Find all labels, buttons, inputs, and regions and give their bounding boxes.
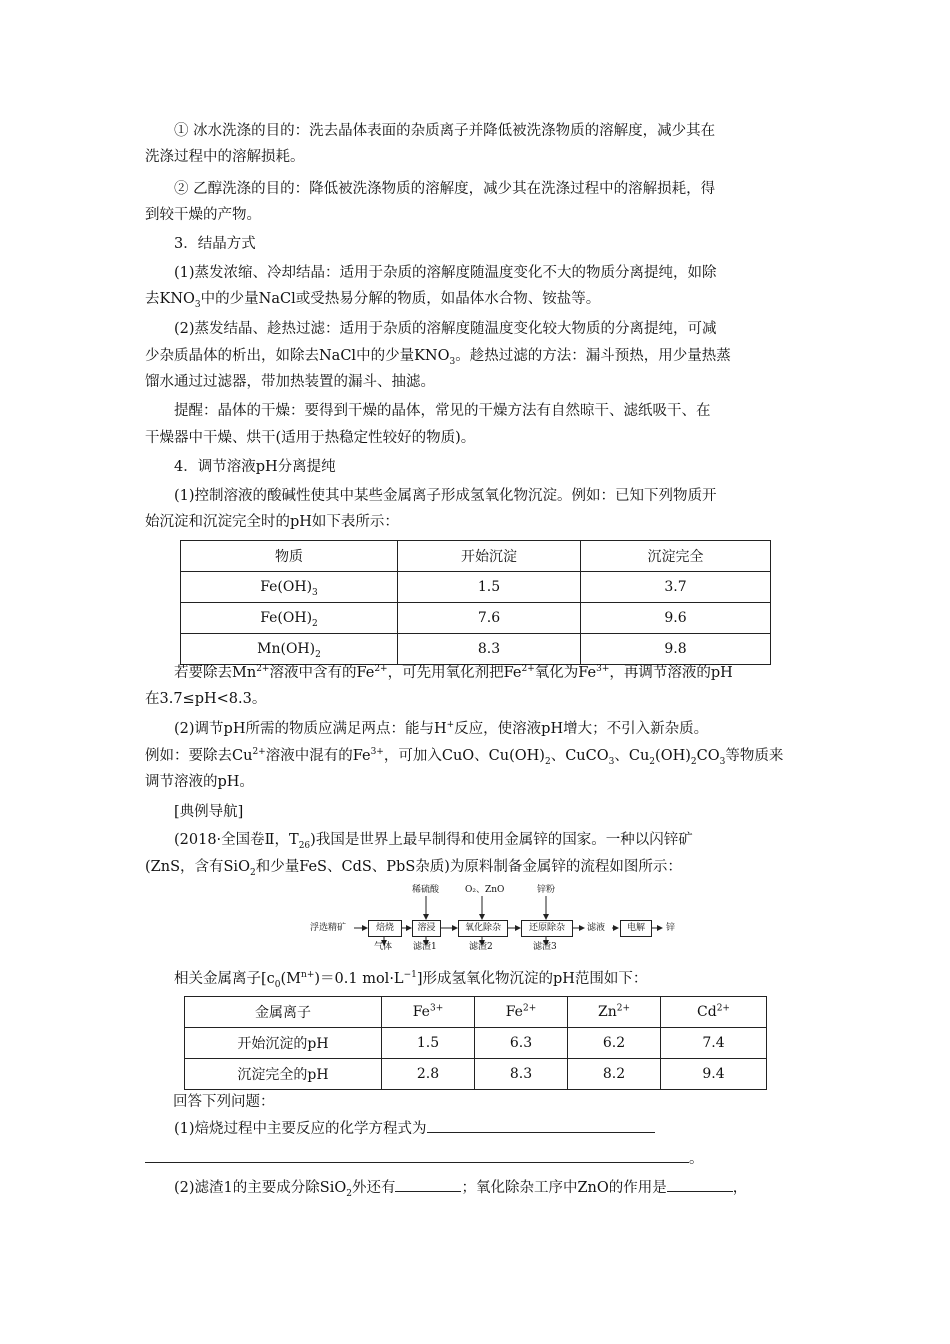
table-cell: 1.5 <box>398 572 581 603</box>
text: (2)调节pH所需的物质应满足两点：能与H <box>174 721 447 737</box>
text: )我国是世界上最早制得和使用金属锌的国家。一种以闪锌矿 <box>310 832 693 848</box>
paragraph-ethanol-wash <box>145 176 810 202</box>
text: 、Cu <box>614 748 650 764</box>
heading-ph-adjustment <box>145 454 810 480</box>
hydroxide-ph-table <box>180 540 771 665</box>
text: 外还有 <box>351 1180 396 1196</box>
paragraph-problem-intro <box>145 827 810 853</box>
paragraph-ph-substance <box>145 716 810 742</box>
paragraph-cooling-crystallization-cont <box>145 286 810 312</box>
zinc-process-flow-diagram <box>310 883 680 953</box>
paragraph-acidity-control <box>145 483 810 509</box>
heading-example-guide <box>145 799 810 825</box>
text: 。趁热过滤的方法：漏斗预热，用少量热蒸 <box>455 348 731 364</box>
text: 等物质来 <box>725 748 784 764</box>
superscript: 2+ <box>616 1003 631 1014</box>
text: ② 乙醇洗涤的目的：降低被洗涤物质的溶解度，减少其在洗涤过程中的溶解损耗，得 <box>174 181 716 197</box>
table-header-cell <box>475 997 568 1028</box>
flow-product-label: 锌 <box>666 923 676 933</box>
paragraph-evaporation-crystallization <box>145 316 810 342</box>
subscript: 2 <box>690 756 697 767</box>
metal-ion-ph-table <box>184 996 767 1090</box>
flow-input-sulfuric-acid: 稀硫酸 <box>412 885 440 895</box>
text: Zn <box>597 1004 617 1020</box>
flow-output-residue-2: 滤渣2 <box>469 942 493 952</box>
paragraph-ph-substance-cont2 <box>145 769 810 795</box>
heading-crystallization <box>145 231 810 257</box>
table-cell: 1.5 <box>382 1028 475 1059</box>
text: 洗涤过程中的溶解损耗。 <box>145 149 305 165</box>
subscript: 2 <box>312 618 318 629</box>
text: 中的少量NaCl或受热易分解的物质，如晶体水合物、铵盐等。 <box>200 291 601 307</box>
table-cell: 9.6 <box>581 603 771 634</box>
paragraph-answer-questions <box>173 1089 813 1115</box>
superscript: 3+ <box>429 1003 444 1014</box>
text: (OH) <box>655 748 691 764</box>
subscript: 2 <box>649 756 656 767</box>
table-row <box>185 1059 767 1090</box>
table-cell: 6.2 <box>568 1028 661 1059</box>
table-header-cell <box>382 997 475 1028</box>
table-header-cell: 物质 <box>181 541 398 572</box>
superscript: + <box>446 720 455 731</box>
superscript: 2+ <box>716 1003 730 1014</box>
table-cell <box>181 572 398 603</box>
text: (2)蒸发结晶、趁热过滤：适用于杂质的溶解度随温度变化较大物质的分离提纯，可减 <box>174 321 717 337</box>
text: 在3.7≤pH<8.3。 <box>145 691 267 707</box>
table-cell: 8.2 <box>568 1059 661 1090</box>
subscript: 3 <box>312 587 318 598</box>
text: 例如：要除去Cu <box>145 748 253 764</box>
paragraph-evaporation-crystallization-cont <box>145 343 810 369</box>
superscript: 2+ <box>374 664 388 675</box>
paragraph-reminder-drying <box>145 398 810 424</box>
text: 相关金属离子[c <box>174 971 275 987</box>
subscript: 2 <box>249 867 256 878</box>
text: 4．调节溶液pH分离提纯 <box>174 459 336 475</box>
superscript: 2+ <box>522 1003 537 1014</box>
subscript: 3 <box>449 356 456 367</box>
text: Cd <box>697 1004 717 1020</box>
paragraph-remove-fe2-cont <box>145 686 810 712</box>
table-cell <box>181 603 398 634</box>
text: 干燥器中干燥、烘干(适用于热稳定性较好的物质)。 <box>145 430 476 446</box>
paragraph-ethanol-wash-cont <box>145 202 810 228</box>
table-row <box>185 1028 767 1059</box>
table-header-cell: 金属离子 <box>185 997 382 1028</box>
text: 少杂质晶体的析出，如除去NaCl中的少量KNO <box>145 348 450 364</box>
text: ① 冰水洗涤的目的：洗去晶体表面的杂质离子并降低被洗涤物质的溶解度，减少其在 <box>174 123 716 139</box>
answer-blank-1b[interactable] <box>145 1146 689 1163</box>
text: CO <box>696 748 720 764</box>
text: 、CuCO <box>550 748 609 764</box>
paragraph-acidity-control-cont <box>145 509 810 535</box>
text: ，可加入CuO、Cu(OH) <box>383 748 545 764</box>
text: )＝0.1 mol·L <box>314 971 404 987</box>
superscript: 3+ <box>596 664 610 675</box>
flow-output-residue-1: 滤渣1 <box>413 942 437 952</box>
text: ， <box>732 1180 748 1196</box>
text: 馏水通过过滤器，带加热装置的漏斗、抽滤。 <box>145 374 435 390</box>
text: (1)控制溶液的酸碱性使其中某些金属离子形成氢氧化物沉淀。例如：已知下列物质开 <box>174 488 717 504</box>
table-header-cell: 开始沉淀 <box>398 541 581 572</box>
flow-start-label: 浮选精矿 <box>310 923 347 933</box>
text: ，再调节溶液的pH <box>609 665 733 681</box>
flow-input-oxygen-zno: O₂、ZnO <box>465 885 505 895</box>
table-cell: 6.3 <box>475 1028 568 1059</box>
superscript: −1 <box>403 970 417 981</box>
table-header-row <box>181 541 771 572</box>
text: 去KNO <box>145 291 195 307</box>
text: Fe <box>412 1004 430 1020</box>
subscript: 26 <box>298 840 311 851</box>
text: Fe(OH) <box>260 579 313 595</box>
subscript: 2 <box>544 756 551 767</box>
table-cell: 2.8 <box>382 1059 475 1090</box>
text: 始沉淀和沉淀完全时的pH如下表所示： <box>145 514 399 530</box>
paragraph-remove-fe2 <box>145 660 810 686</box>
subscript: 2 <box>346 1188 352 1199</box>
text: 和少量FeS、CdS、PbS杂质)为原料制备金属锌的流程如图所示： <box>255 859 682 875</box>
text: (2)滤渣1的主要成分除SiO <box>174 1180 347 1196</box>
text: (1)焙烧过程中主要反应的化学方程式为 <box>174 1121 427 1137</box>
subscript: 0 <box>274 979 281 990</box>
text: (2018·全国卷Ⅱ，T <box>174 832 299 848</box>
subscript: 3 <box>719 756 726 767</box>
question-2 <box>145 1175 810 1201</box>
text: 若要除去Mn <box>174 665 257 681</box>
question-1-cont <box>145 1146 810 1172</box>
paragraph-cooling-crystallization <box>145 260 810 286</box>
text: (1)蒸发浓缩、冷却结晶：适用于杂质的溶解度随温度变化不大的物质分离提纯，如除 <box>174 265 717 281</box>
text: 3．结晶方式 <box>174 236 256 252</box>
text: 。 <box>689 1151 704 1167</box>
question-1 <box>145 1116 810 1142</box>
table-header-cell <box>661 997 767 1028</box>
paragraph-ice-water-wash <box>145 118 810 144</box>
table-cell: 9.4 <box>661 1059 767 1090</box>
table-cell: 7.6 <box>398 603 581 634</box>
subscript: 3 <box>608 756 615 767</box>
answer-blank-2a[interactable] <box>395 1175 461 1192</box>
text: Fe <box>505 1004 523 1020</box>
text: ，可先用氧化剂把Fe <box>387 665 522 681</box>
table-cell: 8.3 <box>398 634 581 665</box>
text: ；氧化除杂工序中ZnO的作用是 <box>461 1180 667 1196</box>
table-cell: 7.4 <box>661 1028 767 1059</box>
table-header-cell: 沉淀完全 <box>581 541 771 572</box>
flow-step-electrolysis: 电解 <box>620 920 652 937</box>
superscript: 2+ <box>252 747 266 758</box>
flow-step-oxidation: 氧化除杂 <box>458 920 508 937</box>
answer-blank-2b[interactable] <box>667 1175 733 1192</box>
text: ]形成氢氧化物沉淀的pH范围如下： <box>416 971 648 987</box>
superscript: 3+ <box>370 747 384 758</box>
flow-filtrate-label: 滤液 <box>587 923 606 933</box>
text: Fe(OH) <box>260 610 313 626</box>
text: (M <box>280 971 302 987</box>
table-row <box>181 603 771 634</box>
superscript: n+ <box>301 970 315 981</box>
table-header-row <box>185 997 767 1028</box>
flow-step-reduction: 还原除杂 <box>521 920 573 937</box>
paragraph-ph-substance-cont <box>145 743 810 769</box>
paragraph-metal-ion-intro <box>145 966 810 992</box>
paragraph-evaporation-crystallization-cont2 <box>145 369 810 395</box>
table-header-cell <box>568 997 661 1028</box>
text: 提醒：晶体的干燥：要得到干燥的晶体，常见的干燥方法有自然晾干、滤纸吸干、在 <box>174 403 711 419</box>
flow-output-residue-3: 滤渣3 <box>533 942 557 952</box>
text: 氧化为Fe <box>534 665 597 681</box>
text: 到较干燥的产物。 <box>145 207 261 223</box>
table-cell: 9.8 <box>581 634 771 665</box>
paragraph-reminder-drying-cont <box>145 425 810 451</box>
flow-input-zinc-powder: 锌粉 <box>537 885 556 895</box>
table-row <box>181 572 771 603</box>
answer-blank-1a[interactable] <box>427 1116 655 1133</box>
text: [典例导航] <box>174 804 244 820</box>
table-cell: 沉淀完全的pH <box>185 1059 382 1090</box>
text: 调节溶液的pH。 <box>145 774 254 790</box>
table-cell: 8.3 <box>475 1059 568 1090</box>
flow-step-leaching: 溶浸 <box>412 920 441 937</box>
subscript: 3 <box>194 299 201 310</box>
table-cell: 开始沉淀的pH <box>185 1028 382 1059</box>
paragraph-ice-water-wash-cont <box>145 144 810 170</box>
superscript: 2+ <box>521 664 535 675</box>
subscript: 2 <box>315 649 321 660</box>
superscript: 2+ <box>256 664 270 675</box>
text: 反应，使溶液pH增大；不引入新杂质。 <box>454 721 709 737</box>
text: 溶液中混有的Fe <box>265 748 371 764</box>
text: Mn(OH) <box>257 641 316 657</box>
text: (ZnS，含有SiO <box>145 859 250 875</box>
flow-output-gas: 气体 <box>374 942 393 952</box>
flow-step-roasting: 焙烧 <box>368 920 402 937</box>
text: 溶液中含有的Fe <box>269 665 375 681</box>
table-cell: 3.7 <box>581 572 771 603</box>
paragraph-problem-intro-cont <box>145 854 810 880</box>
text: 回答下列问题： <box>173 1094 275 1110</box>
